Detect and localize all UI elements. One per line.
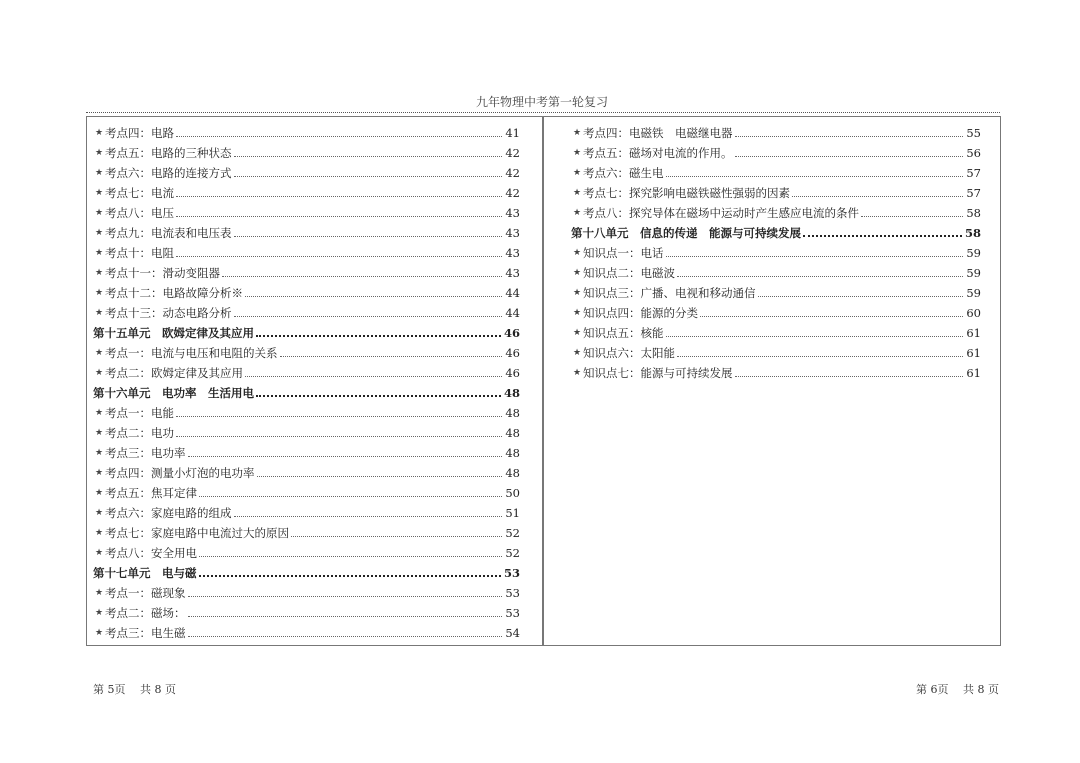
toc-entry-label: 考点五：磁场对电流的作用。 [583, 146, 733, 160]
star-icon: ★ [94, 148, 104, 158]
dot-leader [735, 376, 964, 377]
dot-leader [245, 296, 502, 297]
toc-entry[interactable] [93, 360, 520, 380]
toc-entry[interactable] [93, 240, 520, 260]
dot-leader [188, 596, 503, 597]
dot-leader [666, 336, 964, 337]
toc-page-number: 43 [505, 266, 520, 280]
toc-page-number: 46 [503, 326, 520, 340]
toc-entry[interactable] [571, 200, 981, 220]
star-icon: ★ [572, 268, 582, 278]
dot-leader [291, 536, 502, 537]
star-icon: ★ [572, 288, 582, 298]
dot-leader [176, 196, 502, 197]
toc-entry-label: 知识点一：电话 [583, 246, 664, 260]
star-icon: ★ [572, 308, 582, 318]
toc-entry[interactable] [93, 580, 520, 600]
toc-unit-heading[interactable] [93, 560, 520, 580]
toc-page-number: 55 [966, 126, 981, 140]
star-icon: ★ [94, 628, 104, 638]
toc-entry[interactable] [571, 180, 981, 200]
toc-entry-label: 考点三：电生磁 [105, 626, 186, 640]
toc-entry[interactable] [93, 280, 520, 300]
toc-page-number: 61 [966, 326, 981, 340]
dot-leader [234, 156, 503, 157]
star-icon: ★ [94, 368, 104, 378]
toc-page-number: 46 [505, 346, 520, 360]
toc-page-number: 59 [966, 286, 981, 300]
dot-leader [758, 296, 964, 297]
toc-page-number: 48 [505, 406, 520, 420]
toc-entry[interactable] [571, 280, 981, 300]
dot-leader [176, 436, 502, 437]
toc-entry-label: 考点七：家庭电路中电流过大的原因 [105, 526, 289, 540]
toc-entry[interactable] [93, 120, 520, 140]
toc-entry-label: 考点六：磁生电 [583, 166, 664, 180]
toc-entry-label: 考点八：电压 [105, 206, 174, 220]
dot-leader [677, 356, 963, 357]
toc-page-number: 48 [503, 386, 520, 400]
toc-page-number: 43 [505, 246, 520, 260]
toc-entry-label: 考点九：电流表和电压表 [105, 226, 232, 240]
toc-entry-label: 知识点五：核能 [583, 326, 664, 340]
toc-entry[interactable] [571, 120, 981, 140]
toc-entry-label: 知识点四：能源的分类 [583, 306, 698, 320]
toc-page-number: 43 [505, 206, 520, 220]
toc-page-number: 56 [966, 146, 981, 160]
toc-page-number: 53 [505, 606, 520, 620]
star-icon: ★ [572, 128, 582, 138]
toc-entry[interactable] [93, 520, 520, 540]
toc-page-number: 52 [505, 546, 520, 560]
toc-page-number: 42 [505, 186, 520, 200]
star-icon: ★ [94, 428, 104, 438]
dot-leader [677, 276, 963, 277]
document-header: 九年物理中考第一轮复习 [475, 95, 608, 109]
dot-leader [176, 216, 502, 217]
footer-page-left: 第 5页 共 8 页 [93, 683, 176, 696]
toc-entry[interactable] [93, 160, 520, 180]
star-icon: ★ [94, 228, 104, 238]
dot-leader [234, 236, 503, 237]
toc-page-number: 52 [505, 526, 520, 540]
dot-leader [234, 516, 503, 517]
dot-leader [176, 136, 502, 137]
toc-page-number: 46 [505, 366, 520, 380]
toc-page-number: 50 [505, 486, 520, 500]
toc-list-left [93, 120, 520, 640]
star-icon: ★ [94, 188, 104, 198]
toc-entry[interactable] [93, 460, 520, 480]
star-icon: ★ [572, 208, 582, 218]
toc-entry[interactable] [93, 620, 520, 640]
toc-entry[interactable] [93, 200, 520, 220]
toc-entry[interactable] [571, 300, 981, 320]
star-icon: ★ [572, 328, 582, 338]
toc-page-number: 48 [505, 466, 520, 480]
toc-entry-label: 考点四：测量小灯泡的电功率 [105, 466, 255, 480]
toc-page-number: 51 [505, 506, 520, 520]
dot-leader [666, 256, 964, 257]
toc-entry-label: 考点二：电功 [105, 426, 174, 440]
dot-leader [792, 196, 963, 197]
star-icon: ★ [94, 488, 104, 498]
dot-leader [199, 575, 501, 577]
dot-leader [735, 156, 964, 157]
toc-entry-label: 考点一：电流与电压和电阻的关系 [105, 346, 278, 360]
toc-list-right [571, 120, 981, 380]
toc-entry[interactable] [93, 220, 520, 240]
star-icon: ★ [94, 168, 104, 178]
toc-entry-label: 考点六：电路的连接方式 [105, 166, 232, 180]
toc-entry-label: 考点七：电流 [105, 186, 174, 200]
toc-entry[interactable] [93, 400, 520, 420]
toc-entry-label: 考点二：磁场： [105, 606, 186, 620]
toc-entry[interactable] [93, 600, 520, 620]
star-icon: ★ [94, 268, 104, 278]
dot-leader [700, 316, 963, 317]
star-icon: ★ [94, 588, 104, 598]
dot-leader [280, 356, 503, 357]
toc-page-number: 48 [505, 446, 520, 460]
toc-entry-label: 第十六单元 电功率 生活用电 [93, 386, 254, 400]
toc-page-number: 48 [505, 426, 520, 440]
toc-page-number: 42 [505, 166, 520, 180]
star-icon: ★ [572, 248, 582, 258]
toc-entry-label: 考点五：焦耳定律 [105, 486, 197, 500]
toc-entry[interactable] [571, 340, 981, 360]
star-icon: ★ [94, 528, 104, 538]
toc-entry[interactable] [93, 420, 520, 440]
toc-entry[interactable] [93, 500, 520, 520]
toc-entry-label: 考点四：电磁铁 电磁继电器 [583, 126, 733, 140]
toc-entry[interactable] [571, 360, 981, 380]
star-icon: ★ [94, 348, 104, 358]
star-icon: ★ [94, 608, 104, 618]
star-icon: ★ [572, 368, 582, 378]
toc-page-number: 59 [966, 266, 981, 280]
dot-leader [234, 176, 503, 177]
toc-entry[interactable] [93, 540, 520, 560]
toc-page-number: 41 [505, 126, 520, 140]
toc-entry-label: 知识点六：太阳能 [583, 346, 675, 360]
toc-entry-label: 考点七：探究影响电磁铁磁性强弱的因素 [583, 186, 790, 200]
dot-leader [176, 416, 502, 417]
dot-leader [666, 176, 964, 177]
toc-entry-label: 考点一：磁现象 [105, 586, 186, 600]
toc-entry-label: 考点六：家庭电路的组成 [105, 506, 232, 520]
dot-leader [188, 456, 503, 457]
toc-entry[interactable] [93, 340, 520, 360]
toc-entry[interactable] [571, 160, 981, 180]
toc-entry-label: 考点八：安全用电 [105, 546, 197, 560]
toc-page-number: 58 [966, 206, 981, 220]
toc-entry-label: 考点二：欧姆定律及其应用 [105, 366, 243, 380]
star-icon: ★ [94, 288, 104, 298]
toc-page-number: 60 [966, 306, 981, 320]
toc-entry[interactable] [571, 260, 981, 280]
dot-leader [234, 316, 503, 317]
dot-leader [735, 136, 964, 137]
toc-entry[interactable] [93, 480, 520, 500]
dot-leader [803, 235, 962, 237]
dot-leader [188, 616, 503, 617]
toc-entry-label: 考点十二：电路故障分析※ [105, 286, 243, 300]
toc-entry-label: 考点三：电功率 [105, 446, 186, 460]
star-icon: ★ [94, 248, 104, 258]
header-divider [86, 112, 1000, 113]
star-icon: ★ [572, 148, 582, 158]
toc-page-number: 57 [966, 166, 981, 180]
toc-entry-label: 考点一：电能 [105, 406, 174, 420]
toc-entry[interactable] [93, 300, 520, 320]
star-icon: ★ [94, 208, 104, 218]
toc-page-number: 58 [964, 226, 981, 240]
star-icon: ★ [94, 468, 104, 478]
toc-entry-label: 第十五单元 欧姆定律及其应用 [93, 326, 254, 340]
dot-leader [222, 276, 502, 277]
toc-entry[interactable] [571, 240, 981, 260]
dot-leader [176, 256, 502, 257]
dot-leader [199, 556, 502, 557]
toc-column-left [86, 116, 543, 646]
dot-leader [256, 395, 501, 397]
footer-page-right: 第 6页 共 8 页 [916, 683, 999, 696]
toc-page-number: 61 [966, 346, 981, 360]
toc-entry[interactable] [93, 140, 520, 160]
toc-unit-heading[interactable] [571, 220, 981, 240]
star-icon: ★ [94, 548, 104, 558]
toc-column-right [543, 116, 1001, 646]
toc-entry-label: 第十八单元 信息的传递 能源与可持续发展 [571, 226, 801, 240]
toc-page-number: 54 [505, 626, 520, 640]
dot-leader [256, 335, 501, 337]
toc-entry-label: 知识点二：电磁波 [583, 266, 675, 280]
toc-entry[interactable] [93, 440, 520, 460]
toc-unit-heading[interactable] [93, 320, 520, 340]
toc-page-number: 59 [966, 246, 981, 260]
toc-entry-label: 考点八：探究导体在磁场中运动时产生感应电流的条件 [583, 206, 859, 220]
toc-entry-label: 考点十三：动态电路分析 [105, 306, 232, 320]
star-icon: ★ [94, 128, 104, 138]
toc-page-number: 57 [966, 186, 981, 200]
star-icon: ★ [94, 308, 104, 318]
toc-page-number: 44 [505, 306, 520, 320]
star-icon: ★ [572, 348, 582, 358]
toc-unit-heading[interactable] [93, 380, 520, 400]
toc-entry-label: 考点五：电路的三种状态 [105, 146, 232, 160]
toc-entry[interactable] [93, 260, 520, 280]
toc-entry-label: 知识点七：能源与可持续发展 [583, 366, 733, 380]
star-icon: ★ [94, 408, 104, 418]
dot-leader [257, 476, 503, 477]
toc-entry[interactable] [571, 320, 981, 340]
toc-entry[interactable] [93, 180, 520, 200]
star-icon: ★ [94, 448, 104, 458]
toc-page-number: 53 [503, 566, 520, 580]
dot-leader [861, 216, 963, 217]
toc-entry-label: 知识点三：广播、电视和移动通信 [583, 286, 756, 300]
toc-entry-label: 考点十一：滑动变阻器 [105, 266, 220, 280]
toc-page-number: 42 [505, 146, 520, 160]
dot-leader [199, 496, 502, 497]
toc-entry-label: 考点四：电路 [105, 126, 174, 140]
toc-entry[interactable] [571, 140, 981, 160]
toc-page-number: 61 [966, 366, 981, 380]
toc-entry-label: 第十七单元 电与磁 [93, 566, 197, 580]
toc-page-number: 44 [505, 286, 520, 300]
dot-leader [188, 636, 503, 637]
dot-leader [245, 376, 502, 377]
toc-page-number: 53 [505, 586, 520, 600]
toc-entry-label: 考点十：电阻 [105, 246, 174, 260]
toc-page-number: 43 [505, 226, 520, 240]
star-icon: ★ [572, 168, 582, 178]
star-icon: ★ [94, 508, 104, 518]
star-icon: ★ [572, 188, 582, 198]
